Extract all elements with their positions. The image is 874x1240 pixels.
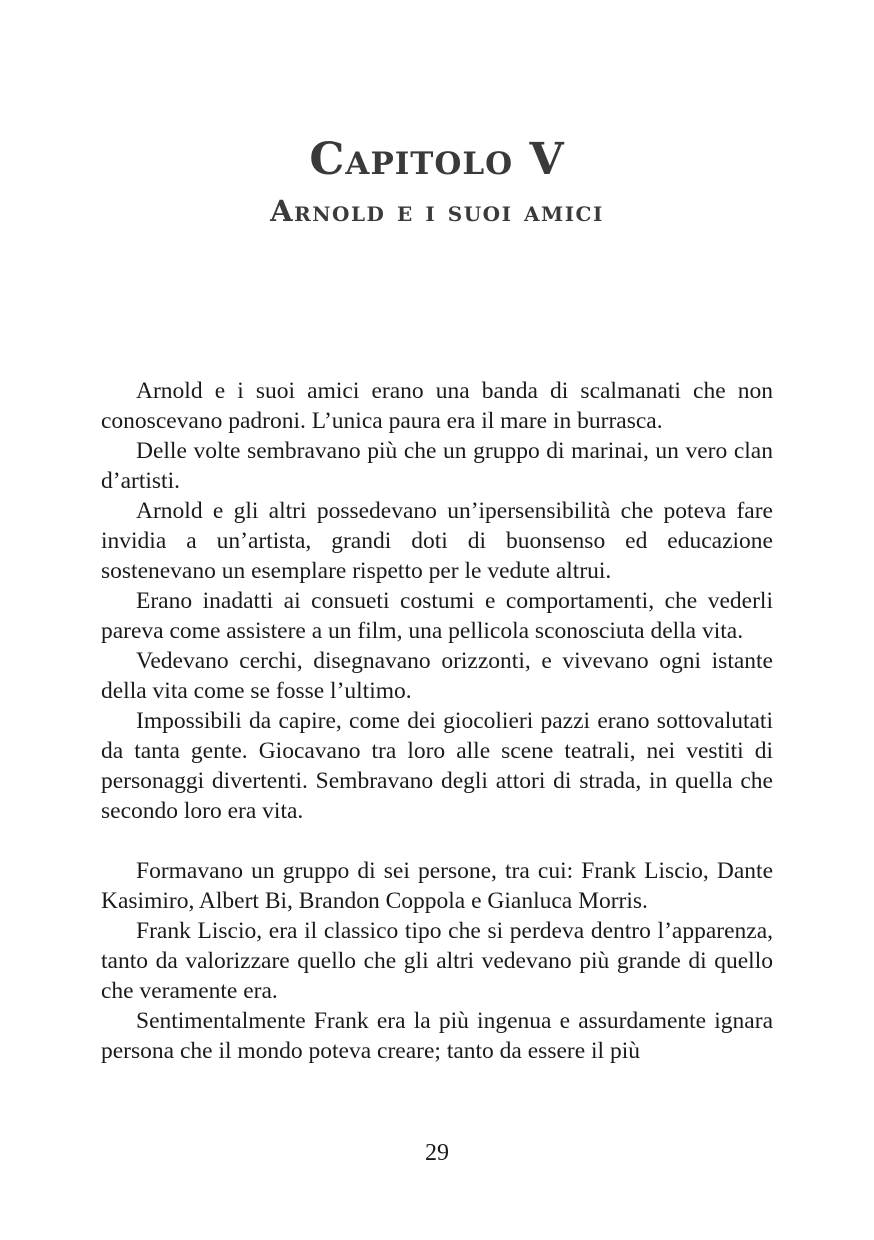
paragraph: Vedevano cerchi, disegnavano orizzonti, e vivevano ogni istante della vita come se fosse l’ultimo. [101,648,773,704]
paragraph: Impossibili da capire, come dei giocolieri pazzi erano sottovalutati da tanta gente. Giocavano tra loro alle scene teatrali, nei vestiti di personaggi divertenti. Sembravano degli attori di strada, in quella che secondo loro era vita. [101,708,773,824]
paragraph: Erano inadatti ai consueti costumi e comportamenti, che vederli pareva come assistere a un film, una pellicola sconosciuta della vita. [101,588,773,644]
body-text [101,376,773,1066]
paragraph: Formavano un gruppo di sei persone, tra cui: Frank Liscio, Dante Kasimiro, Albert Bi, Brandon Coppola e Gianluca Morris. [101,858,773,914]
paragraph: Arnold e i suoi amici erano una banda di scalmanati che non conoscevano padroni. L’unica paura era il mare in burrasca. [101,378,773,434]
chapter-subtitle: Arnold e i suoi amici [270,194,604,228]
page-number: 29 [425,1140,449,1166]
paragraph: Arnold e gli altri possedevano un’ipersensibilità che poteva fare invidia a un’artista, grandi doti di buonsenso ed educazione sostenevano un esemplare rispetto per le vedute altrui. [101,498,773,584]
paragraph: Frank Liscio, era il classico tipo che si perdeva dentro l’apparenza, tanto da valorizzare quello che gli altri vedevano più grande di quello che veramente era. [101,918,773,1004]
chapter-title: Capitolo V [309,134,565,185]
paragraph: Sentimentalmente Frank era la più ingenua e assurdamente ignara persona che il mondo poteva creare; tanto da essere il più [101,1008,773,1064]
paragraph: Delle volte sembravano più che un gruppo di marinai, un vero clan d’artisti. [101,438,773,494]
section-break [101,826,773,856]
